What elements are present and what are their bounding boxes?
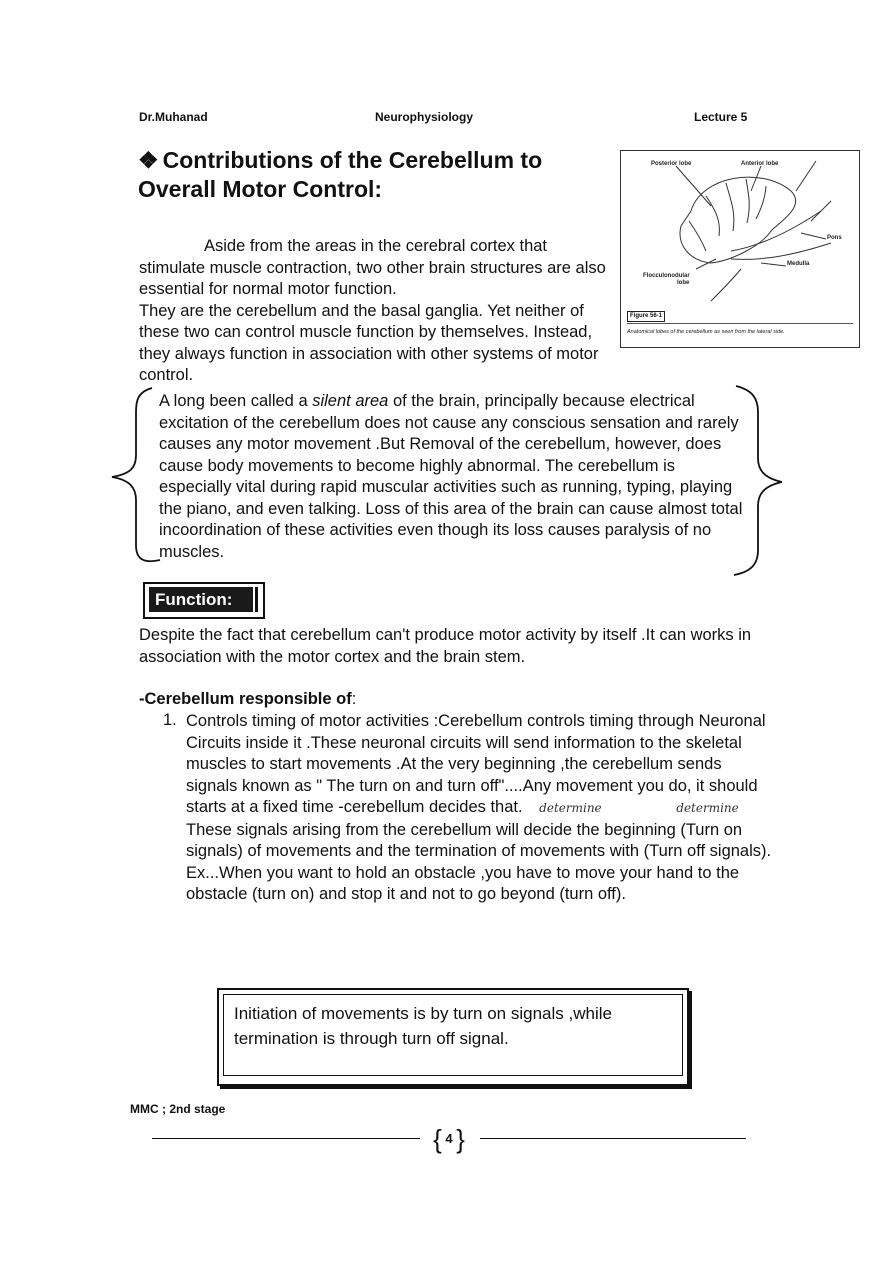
mid-right-line — [811, 201, 831, 221]
label-posterior-lobe: Posterior lobe — [651, 161, 692, 167]
silent-area-text-start: A long been called a — [159, 392, 313, 410]
label-medulla: Medulla — [787, 261, 810, 267]
fold-line-5 — [689, 221, 706, 251]
fold-line-2 — [726, 183, 734, 231]
function-label-bar — [255, 587, 258, 612]
list-item-paragraph-2: These signals arising from the cerebellum will decide the beginning (Turn on signals) of movements and the termination of movements with (Turn off signals). — [186, 820, 772, 860]
figure-number: Figure 56-1 — [627, 311, 665, 322]
header-lecture: Lecture 5 — [694, 110, 748, 124]
page-title — [138, 146, 608, 204]
footer-stage: MMC ; 2nd stage — [130, 1102, 226, 1116]
pons-pointer — [801, 233, 826, 239]
intro-paragraph-1: Aside from the areas in the cerebral cortex that stimulate muscle contraction, two other brain structures are also essential for normal motor function. — [139, 237, 606, 298]
left-brace-icon — [112, 388, 160, 561]
fold-line-3 — [746, 179, 749, 223]
silent-area-paragraph — [159, 391, 751, 563]
header-author: Dr.Muhanad — [139, 110, 208, 124]
intro-section — [139, 236, 617, 387]
function-label: Function: — [149, 587, 253, 612]
list-item-number: 1. — [163, 711, 177, 729]
label-flocculonodular: Flocculonodular — [643, 273, 690, 279]
list-item — [186, 711, 776, 906]
label-flocculonodular-lobe: lobe — [677, 280, 690, 286]
label-anterior-lobe: Anterior lobe — [741, 161, 779, 167]
function-label-box — [143, 582, 265, 619]
silent-area-emphasis: silent area — [312, 392, 389, 410]
silent-area-text-end: of the brain, principally because electrical excitation of the cerebellum does not cause any conscious sensation and rarely causes any motor movement .But Removal of the cerebellum, however, does cause body movements to become highly abnormal. The cerebellum is especially vital during rapid muscular activities such as running, typing, playing the piano, and even talking. Loss of this area of the brain can cause almost total incoordination of these activities even though its loss causes paralysis of no muscles. — [159, 392, 743, 561]
posterior-pointer — [676, 166, 711, 206]
open-brace-icon: { — [433, 1124, 442, 1154]
page-number-value: 4 — [445, 1130, 453, 1146]
list-item-paragraph-3: Ex...When you want to hold an obstacle ,you have to move your hand to the obstacle (turn on) and stop it and not to go beyond (turn off). — [186, 863, 740, 903]
summary-text: Initiation of movements is by turn on signals ,while termination is through turn off signal. — [223, 994, 683, 1076]
footer-rule-right — [480, 1138, 746, 1139]
intro-paragraph-2: They are the cerebellum and the basal ganglia. Yet neither of these two can control muscle function by themselves. Instead, they always function in association with other systems of motor control. — [139, 301, 599, 384]
footer-rule-left — [152, 1138, 420, 1139]
list-item-paragraph-1: Controls timing of motor activities :Cerebellum controls timing through Neuronal Circuits inside it .These neuronal circuits will send information to the skeletal muscles to start movements .At the very beginning ,the cerebellum sends signals known as " The turn on and turn off"....Any movement you do, it should starts at a fixed time -cerebellum decides that. — [186, 712, 766, 816]
handwritten-note-1: determine — [539, 801, 602, 815]
anterior-pointer — [751, 166, 761, 191]
responsible-heading-text: -Cerebellum responsible of — [139, 690, 352, 708]
function-paragraph: Despite the fact that cerebellum can't produce motor activity by itself .It can works in association with the motor cortex and the brain stem. — [139, 626, 752, 666]
medulla-line — [711, 269, 741, 301]
responsible-heading-colon: : — [351, 690, 357, 708]
medulla-pointer — [761, 263, 786, 266]
header-course: Neurophysiology — [375, 110, 474, 124]
close-brace-icon: } — [456, 1124, 465, 1154]
fold-line-4 — [756, 186, 766, 219]
handwritten-note-2: determine — [676, 801, 739, 815]
diamond-bullet-icon: ❖ — [138, 147, 159, 173]
page-title-text: Contributions of the Cerebellum to Overall Motor Control: — [138, 147, 543, 202]
figure-divider — [627, 323, 853, 324]
label-pons: Pons — [827, 235, 842, 241]
top-right-line — [796, 161, 816, 191]
summary-box — [217, 988, 689, 1086]
responsible-heading — [139, 690, 356, 709]
figure-caption: Anatomical lobes of the cerebellum as seen from the lateral side. — [627, 329, 785, 335]
cerebellum-figure — [620, 150, 860, 348]
page-number — [412, 1124, 486, 1155]
brainstem-upper — [731, 211, 821, 251]
